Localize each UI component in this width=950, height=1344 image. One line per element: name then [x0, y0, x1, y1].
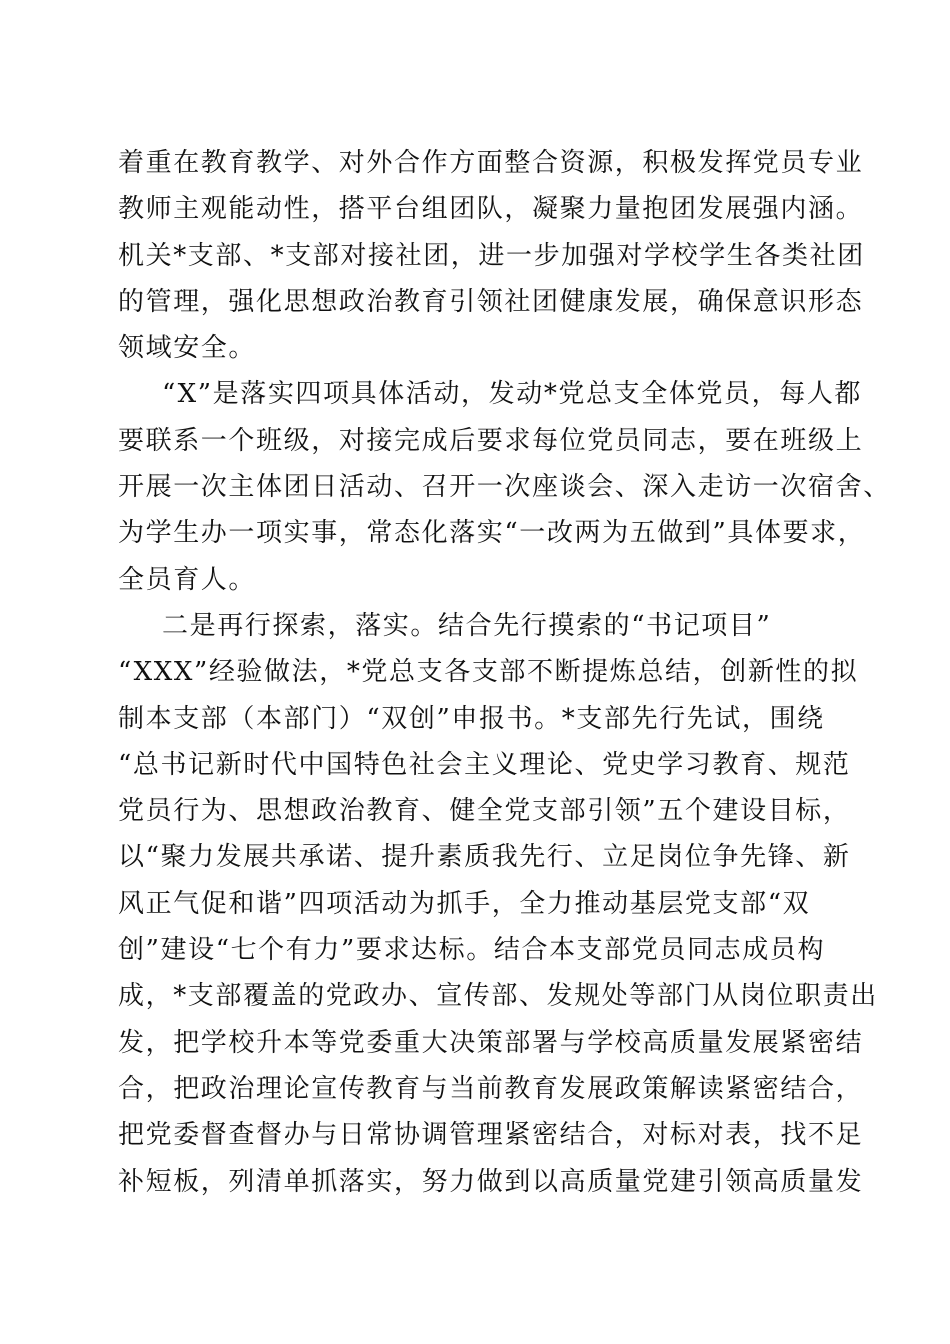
text-line: 发，把学校升本等党委重大决策部署与学校高质量发展紧密结: [118, 1027, 864, 1058]
text-line: 制本支部（本部门）“双创”申报书。*支部先行先试，围绕: [118, 703, 825, 734]
text-line: 教师主观能动性，搭平台组团队，凝聚力量抱团发展强内涵。: [118, 194, 864, 225]
text-line: 着重在教育教学、对外合作方面整合资源，积极发挥党员专业: [118, 148, 864, 178]
text-line: “总书记新时代中国特色社会主义理论、党史学习教育、规范: [118, 749, 851, 780]
text-line: 全员育人。: [118, 564, 257, 595]
text-line: 风正气促和谐”四项活动为抓手，全力推动基层党支部“双: [118, 888, 811, 919]
text-line: 合，把政治理论宣传教育与当前教育发展政策解读紧密结合，: [118, 1073, 864, 1104]
paragraph-start-line: “X”是落实四项具体活动，发动*党总支全体党员，每人都: [162, 379, 863, 410]
text-line: 要联系一个班级，对接完成后要求每位党员同志，要在班级上: [118, 425, 864, 456]
body-text: [118, 140, 891, 1205]
text-line: 把党委督查督办与日常协调管理紧密结合，对标对表，找不足: [118, 1120, 864, 1151]
text-line: 以“聚力发展共承诺、提升素质我先行、立足岗位争先锋、新: [118, 842, 851, 873]
text-line: 党员行为、思想政治教育、健全党支部引领”五个建设目标，: [118, 796, 851, 827]
text-line: 为学生办一项实事，常态化落实“一改两为五做到”具体要求，: [118, 518, 866, 549]
text-line: 开展一次主体团日活动、召开一次座谈会、深入走访一次宿舍、: [118, 472, 891, 503]
text-line: 创”建设“七个有力”要求达标。结合本支部党员同志成员构: [118, 935, 826, 966]
text-line: 领域安全。: [118, 333, 257, 364]
paragraph-start-line: 二是再行探索，落实。结合先行摸索的“书记项目”: [162, 610, 772, 641]
text-line: 机关*支部、*支部对接社团，进一步加强对学校学生各类社团: [118, 240, 865, 271]
text-line: 补短板，列清单抓落实，努力做到以高质量党建引领高质量发: [118, 1166, 864, 1197]
text-line: 的管理，强化思想政治教育引领社团健康发展，确保意识形态: [118, 286, 864, 317]
text-line: “XXX”经验做法，*党总支各支部不断提炼总结，创新性的拟: [118, 657, 859, 688]
text-line: 成，*支部覆盖的党政办、宣传部、发规处等部门从岗位职责出: [118, 981, 878, 1012]
